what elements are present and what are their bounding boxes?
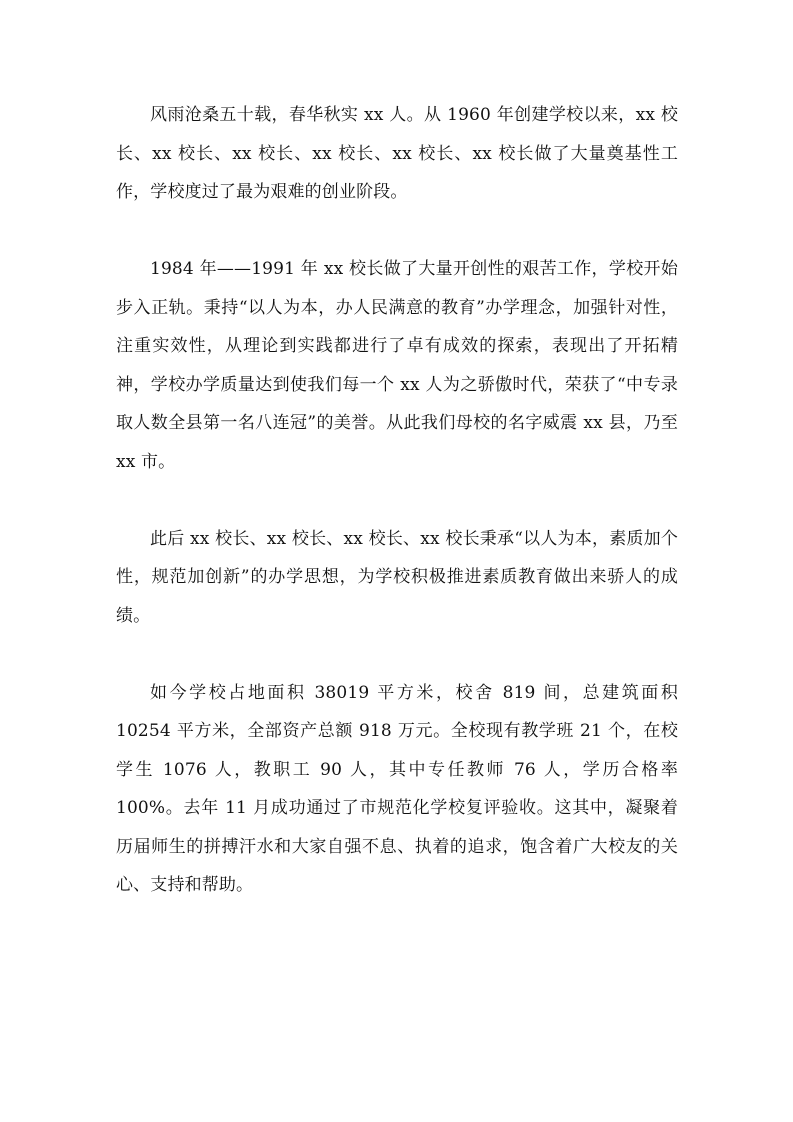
paragraph-1984-1991: 1984 年——1991 年 xx 校长做了大量开创性的艰苦工作，学校开始步入正轨。秉持“以人为本，办人民满意的教育”办学理念，加强针对性，注重实效性，从理论到实践都进行了卓有成效的探索，表现出了开拓精神，学校办学质量达到使我们每一个 xx 人为之骄傲时代，荣获了“中专录取人数全县第一名八连冠”的美誉。从此我们母校的名字威震 xx 县，乃至 xx 市。: [116, 259, 678, 472]
document-body: [116, 96, 678, 905]
paragraph-current-status: 如今学校占地面积 38019 平方米，校舍 819 间，总建筑面积 10254 平方米，全部资产总额 918 万元。全校现有教学班 21 个，在校学生 1076 人，教职工 90 人，其中专任教师 76 人，学历合格率 100%。去年 11 月成功通过了市规范化学校复评验收。这其中，凝聚着历届师生的拼搏汗水和大家自强不息、执着的追求，饱含着广大校友的关心、支持和帮助。: [116, 682, 678, 895]
paragraph-later-principals: 此后 xx 校长、xx 校长、xx 校长、xx 校长秉承“以人为本，素质加个性，规范加创新”的办学思想，为学校积极推进素质教育做出来骄人的成绩。: [116, 528, 678, 626]
paragraph-founding-history: 风雨沧桑五十载，春华秋实 xx 人。从 1960 年创建学校以来，xx 校长、xx 校长、xx 校长、xx 校长、xx 校长、xx 校长做了大量奠基性工作，学校度过了最为艰难的创业阶段。: [116, 105, 678, 202]
